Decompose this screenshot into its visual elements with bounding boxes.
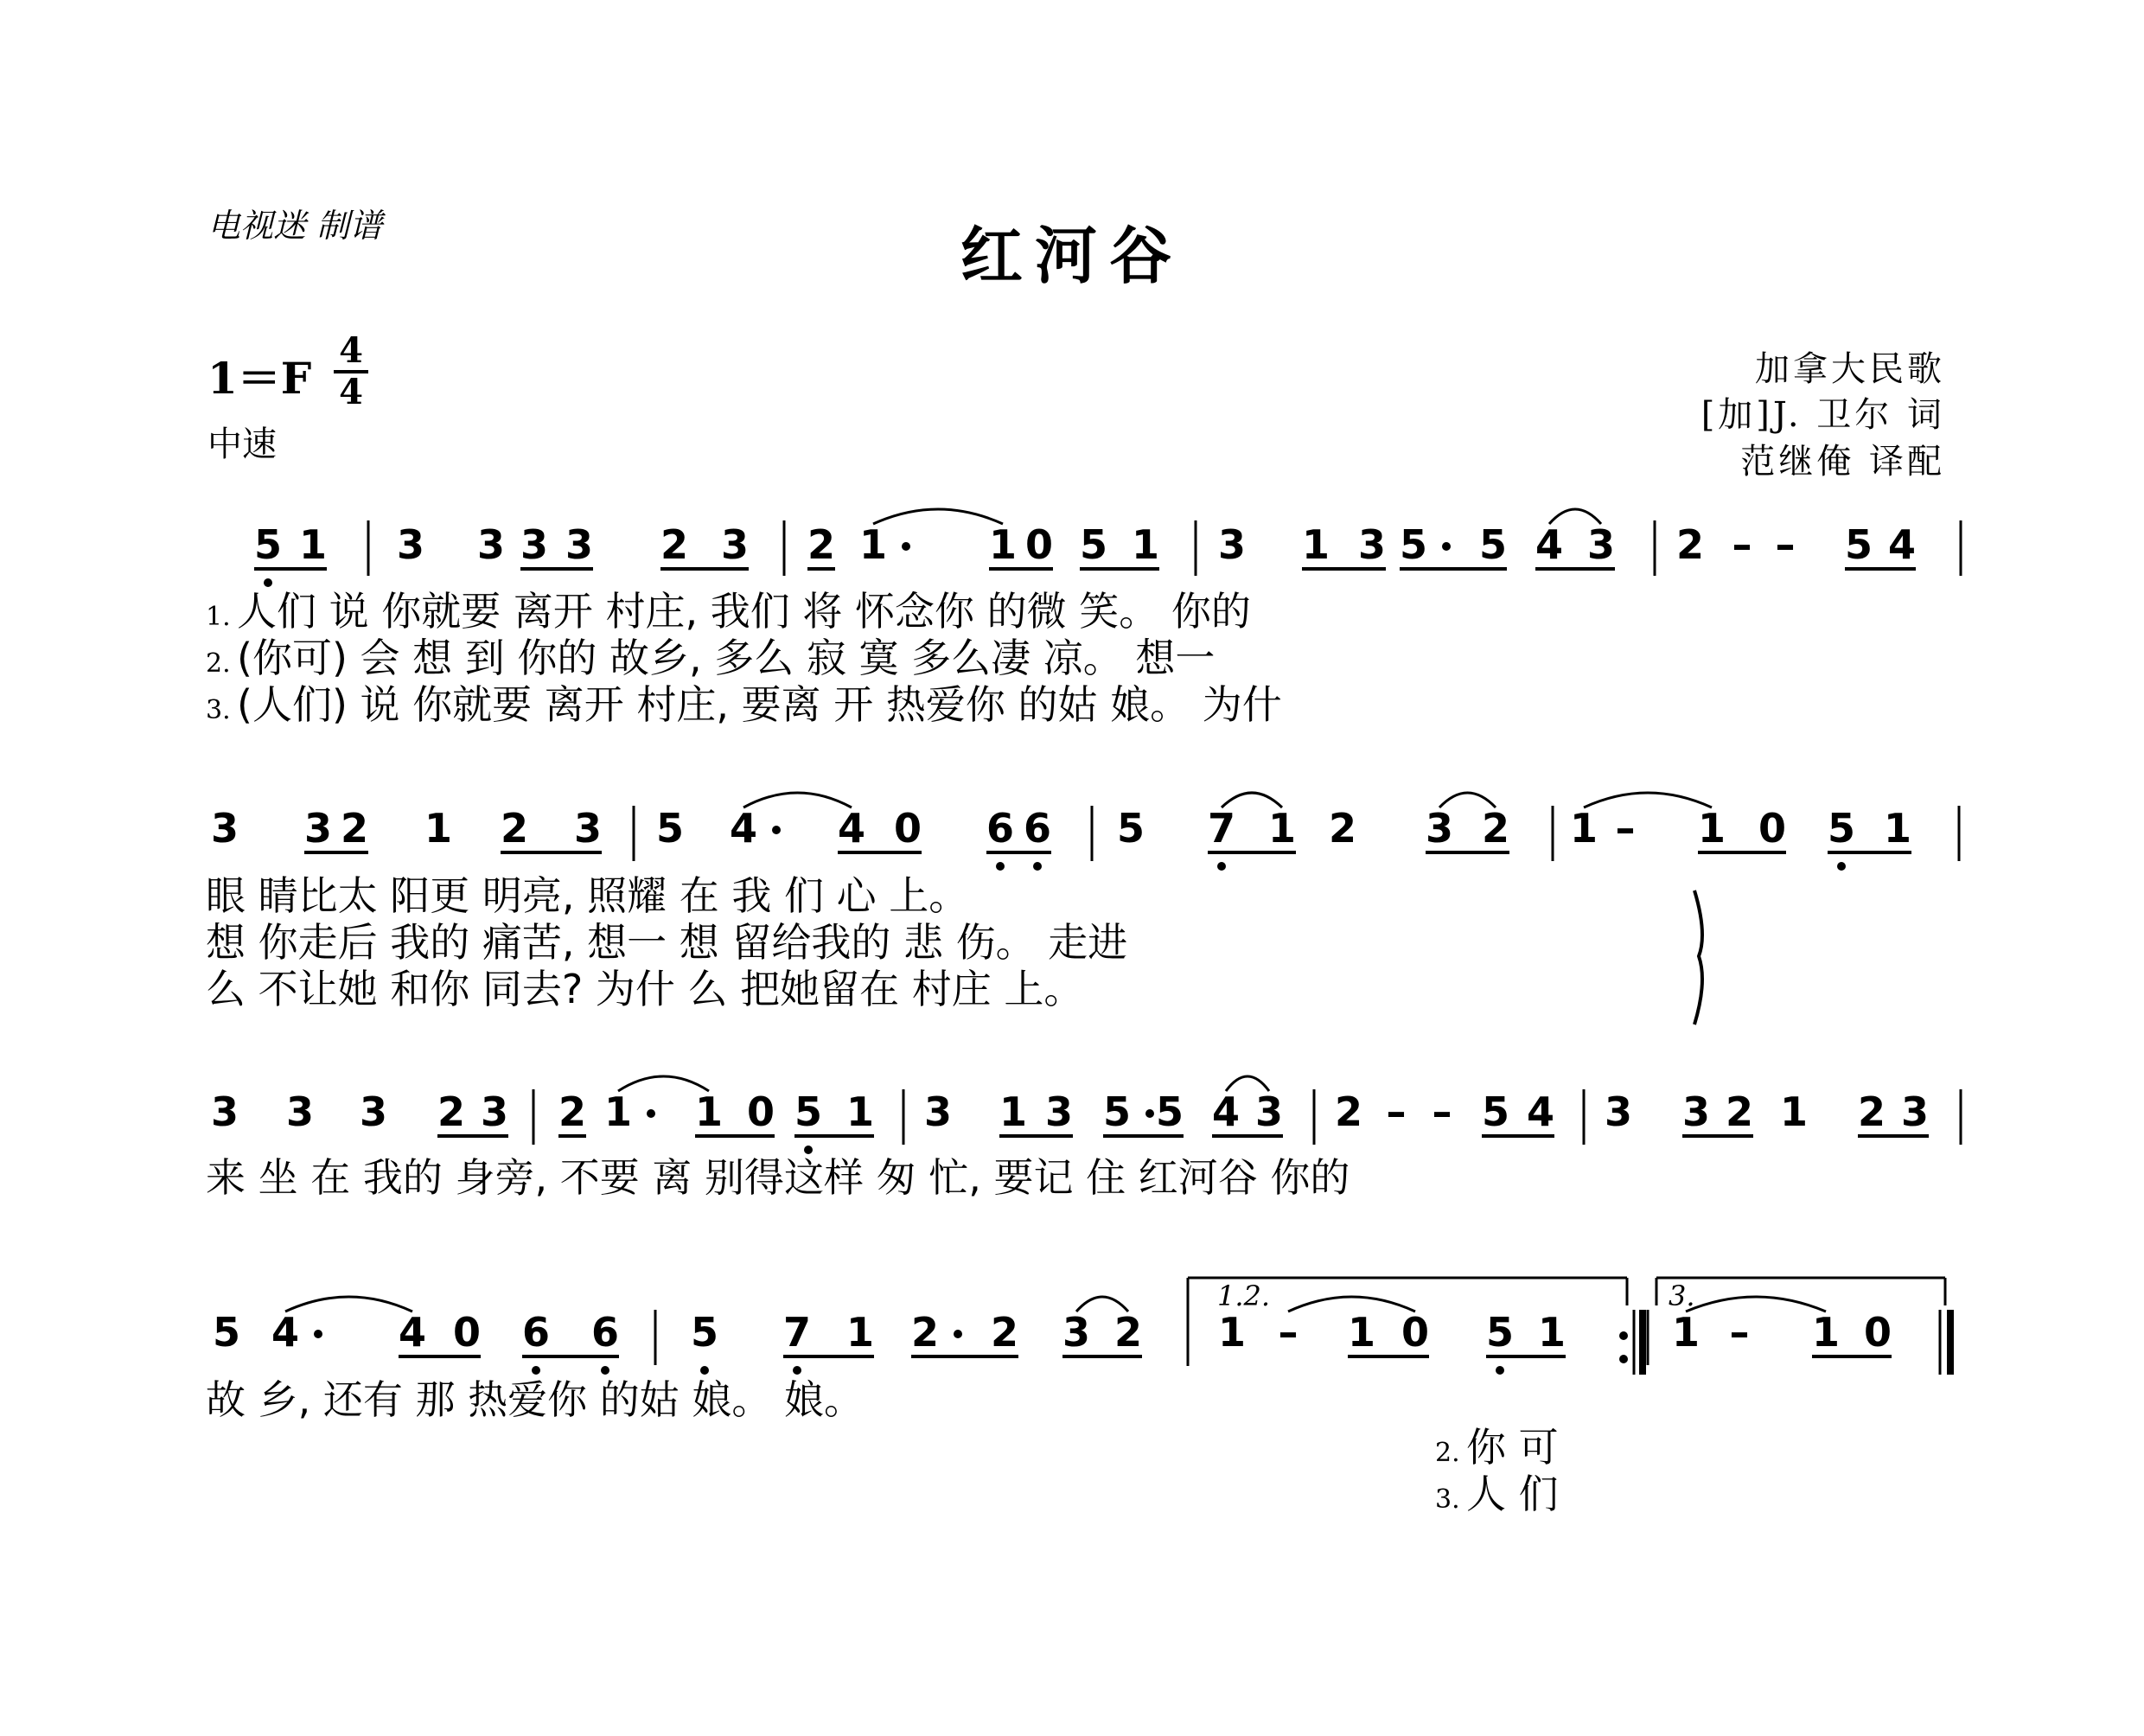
note: – bbox=[1278, 1309, 1299, 1356]
verse-number: 3. bbox=[1435, 1484, 1460, 1515]
song-title: 红河谷 bbox=[960, 219, 1184, 292]
time-signature-top: 4 bbox=[339, 330, 363, 371]
note: 3 bbox=[1900, 1088, 1930, 1135]
octave-dot-below bbox=[1033, 862, 1042, 871]
tie-slur bbox=[873, 509, 1003, 524]
note: 5 bbox=[1481, 1088, 1510, 1135]
note: 0 bbox=[452, 1309, 482, 1356]
note: 3 bbox=[520, 521, 549, 568]
note: 5 bbox=[1844, 521, 1873, 568]
octave-dot-below bbox=[700, 1366, 709, 1375]
note: 1 bbox=[1569, 805, 1598, 852]
lyric-line: 来 坐 在 我的 身旁, 不要 离 别得这样 匆 忙, 要记 住 红河谷 你的 bbox=[206, 1154, 1350, 1201]
note: 1 bbox=[1697, 805, 1726, 852]
note: 3 bbox=[1217, 521, 1247, 568]
note: 1 bbox=[1267, 805, 1297, 852]
note: 1 bbox=[858, 521, 888, 568]
note: 1 bbox=[424, 805, 453, 852]
note: 5 bbox=[1079, 521, 1108, 568]
lyric-line: 人们 说 你就要 离开 村庄, 我们 将 怀念你 的微 笑。 你的 bbox=[237, 588, 1251, 635]
note: 0 bbox=[1863, 1309, 1892, 1356]
note: – bbox=[1729, 1309, 1750, 1356]
note: 5 bbox=[1399, 521, 1428, 568]
note: 4 bbox=[271, 1309, 300, 1356]
note: 0 bbox=[746, 1088, 775, 1135]
note: 3 bbox=[1062, 1309, 1091, 1356]
note: 1 bbox=[1217, 1309, 1247, 1356]
tempo-marking: 中速 bbox=[207, 424, 277, 464]
note: 3 bbox=[476, 521, 506, 568]
octave-dot-below bbox=[532, 1366, 540, 1375]
note: 2 bbox=[660, 521, 689, 568]
note: 1 bbox=[298, 521, 328, 568]
lyric-line: 么 不让她 和你 同去? 为什 么 把她留在 村庄 上。 bbox=[206, 966, 1084, 1012]
verse-number: 2. bbox=[1435, 1438, 1460, 1468]
note: – bbox=[1775, 521, 1796, 568]
note: 1 bbox=[845, 1088, 875, 1135]
note: 0 bbox=[1024, 521, 1054, 568]
note: 0 bbox=[1758, 805, 1787, 852]
augmentation-dot bbox=[1145, 1109, 1154, 1118]
note: 1 bbox=[1811, 1309, 1841, 1356]
lyric-line: 人 们 bbox=[1466, 1471, 1559, 1517]
note: 5 bbox=[655, 805, 685, 852]
lyric-line: (你可) 会 想 到 你的 故乡, 多么 寂 寞 多么凄 凉。 想一 bbox=[237, 635, 1216, 681]
note: 2 bbox=[1857, 1088, 1886, 1135]
note: – bbox=[1615, 805, 1636, 852]
note: 2 bbox=[437, 1088, 466, 1135]
octave-dot-below bbox=[1837, 862, 1846, 871]
augmentation-dot bbox=[954, 1330, 962, 1338]
note: 5 bbox=[1478, 521, 1508, 568]
note: 5 bbox=[1155, 1088, 1184, 1135]
note: 6 bbox=[521, 1309, 551, 1356]
key-signature: 1＝F bbox=[207, 353, 312, 404]
note: 3 bbox=[1254, 1088, 1284, 1135]
note: 2 bbox=[1334, 1088, 1363, 1135]
verse-number: 2. bbox=[206, 648, 231, 679]
octave-dot-below bbox=[1496, 1366, 1504, 1375]
note: 3 bbox=[1357, 521, 1387, 568]
note: 1 bbox=[1301, 521, 1330, 568]
note: 1 bbox=[999, 1088, 1028, 1135]
note: 3 bbox=[285, 1088, 315, 1135]
note: 2 bbox=[500, 805, 529, 852]
note: 3 bbox=[359, 1088, 388, 1135]
note: 4 bbox=[729, 805, 758, 852]
time-signature-bottom: 4 bbox=[339, 372, 363, 412]
note: 5 bbox=[1116, 805, 1145, 852]
volta-label: 1.2. bbox=[1217, 1280, 1271, 1312]
note: 3 bbox=[1604, 1088, 1633, 1135]
verse-brace bbox=[1694, 890, 1702, 1024]
note: 2 bbox=[558, 1088, 587, 1135]
note: 1 bbox=[1883, 805, 1912, 852]
note: 3 bbox=[1586, 521, 1616, 568]
note: 3 bbox=[303, 805, 333, 852]
note: 7 bbox=[782, 1309, 812, 1356]
note: 3 bbox=[210, 805, 239, 852]
tie-slur bbox=[285, 1297, 412, 1312]
note: 3 bbox=[1425, 805, 1454, 852]
note: 2 bbox=[1481, 805, 1510, 852]
augmentation-dot bbox=[647, 1109, 655, 1118]
note: 1 bbox=[1537, 1309, 1567, 1356]
volta-label: 3. bbox=[1669, 1280, 1695, 1312]
note: 2 bbox=[990, 1309, 1019, 1356]
note: 1 bbox=[1671, 1309, 1701, 1356]
note: 3 bbox=[1681, 1088, 1711, 1135]
lyric-line: 故 乡, 还有 那 热爱你 的姑 娘。 娘。 bbox=[206, 1376, 864, 1423]
octave-dot-below bbox=[264, 578, 272, 587]
note: – bbox=[1386, 1088, 1407, 1135]
repeat-dot bbox=[1619, 1331, 1628, 1340]
note: 1 bbox=[603, 1088, 633, 1135]
note: 5 bbox=[1827, 805, 1856, 852]
note: 2 bbox=[1675, 521, 1705, 568]
note: 2 bbox=[807, 521, 836, 568]
note: 4 bbox=[1526, 1088, 1555, 1135]
note: 2 bbox=[1328, 805, 1357, 852]
note: 5 bbox=[690, 1309, 719, 1356]
repeat-dot bbox=[1619, 1355, 1628, 1363]
note: 6 bbox=[986, 805, 1015, 852]
note: 5 bbox=[253, 521, 283, 568]
note: 3 bbox=[923, 1088, 953, 1135]
note: 1 bbox=[845, 1309, 875, 1356]
note: 1 bbox=[988, 521, 1018, 568]
note: 1 bbox=[1131, 521, 1160, 568]
note: 3 bbox=[565, 521, 594, 568]
note: 2 bbox=[340, 805, 369, 852]
octave-dot-below bbox=[1217, 862, 1226, 871]
octave-dot-below bbox=[804, 1146, 813, 1154]
note: 3 bbox=[573, 805, 603, 852]
octave-dot-below bbox=[601, 1366, 609, 1375]
note: 2 bbox=[1113, 1309, 1143, 1356]
note: 7 bbox=[1207, 805, 1236, 852]
note: 3 bbox=[720, 521, 750, 568]
note: 3 bbox=[480, 1088, 509, 1135]
note: 4 bbox=[1887, 521, 1917, 568]
lyric-line: (人们) 说 你就要 离开 村庄, 要离 开 热爱你 的姑 娘。 为什 bbox=[237, 681, 1282, 728]
translator-credit: 范继俺 译配 bbox=[1740, 442, 1945, 482]
augmentation-dot bbox=[772, 826, 781, 834]
tie-slur bbox=[1584, 793, 1712, 807]
lyric-line: 想 你走后 我的 痛苦, 想一 想 留给我的 悲 伤。 走进 bbox=[206, 919, 1128, 966]
note: 5 bbox=[1485, 1309, 1515, 1356]
augmentation-dot bbox=[314, 1330, 322, 1338]
note: 4 bbox=[1211, 1088, 1241, 1135]
arranger-credit: 电视迷 制谱 bbox=[207, 207, 383, 245]
note: 5 bbox=[794, 1088, 823, 1135]
augmentation-dot bbox=[902, 542, 910, 551]
octave-dot-below bbox=[996, 862, 1005, 871]
note: 6 bbox=[590, 1309, 620, 1356]
lyric-line: 你 可 bbox=[1466, 1424, 1559, 1471]
note: 1 bbox=[1347, 1309, 1376, 1356]
note: 1 bbox=[1779, 1088, 1809, 1135]
note: 3 bbox=[396, 521, 425, 568]
tie-slur bbox=[1686, 1297, 1826, 1312]
note: 5 bbox=[212, 1309, 241, 1356]
note: 5 bbox=[1102, 1088, 1132, 1135]
octave-dot-below bbox=[793, 1366, 801, 1375]
note: 0 bbox=[1401, 1309, 1430, 1356]
note: 3 bbox=[210, 1088, 239, 1135]
note: 4 bbox=[837, 805, 866, 852]
tie-slur bbox=[743, 793, 852, 807]
note: 4 bbox=[1535, 521, 1564, 568]
note: 6 bbox=[1023, 805, 1052, 852]
note: 4 bbox=[398, 1309, 427, 1356]
note: – bbox=[1432, 1088, 1452, 1135]
lyric-line: 眼 睛比太 阳更 明亮, 照耀 在 我 们 心 上。 bbox=[206, 872, 969, 919]
lyricist-credit: [加]J. 卫尔 词 bbox=[1701, 395, 1945, 435]
note: – bbox=[1732, 521, 1752, 568]
song-origin: 加拿大民歌 bbox=[1755, 349, 1945, 389]
note: 2 bbox=[910, 1309, 940, 1356]
note: 3 bbox=[1044, 1088, 1074, 1135]
note: 0 bbox=[893, 805, 922, 852]
verse-number: 3. bbox=[206, 695, 231, 725]
note: 2 bbox=[1725, 1088, 1754, 1135]
augmentation-dot bbox=[1442, 542, 1451, 551]
verse-number: 1. bbox=[206, 602, 231, 632]
note: 1 bbox=[694, 1088, 724, 1135]
